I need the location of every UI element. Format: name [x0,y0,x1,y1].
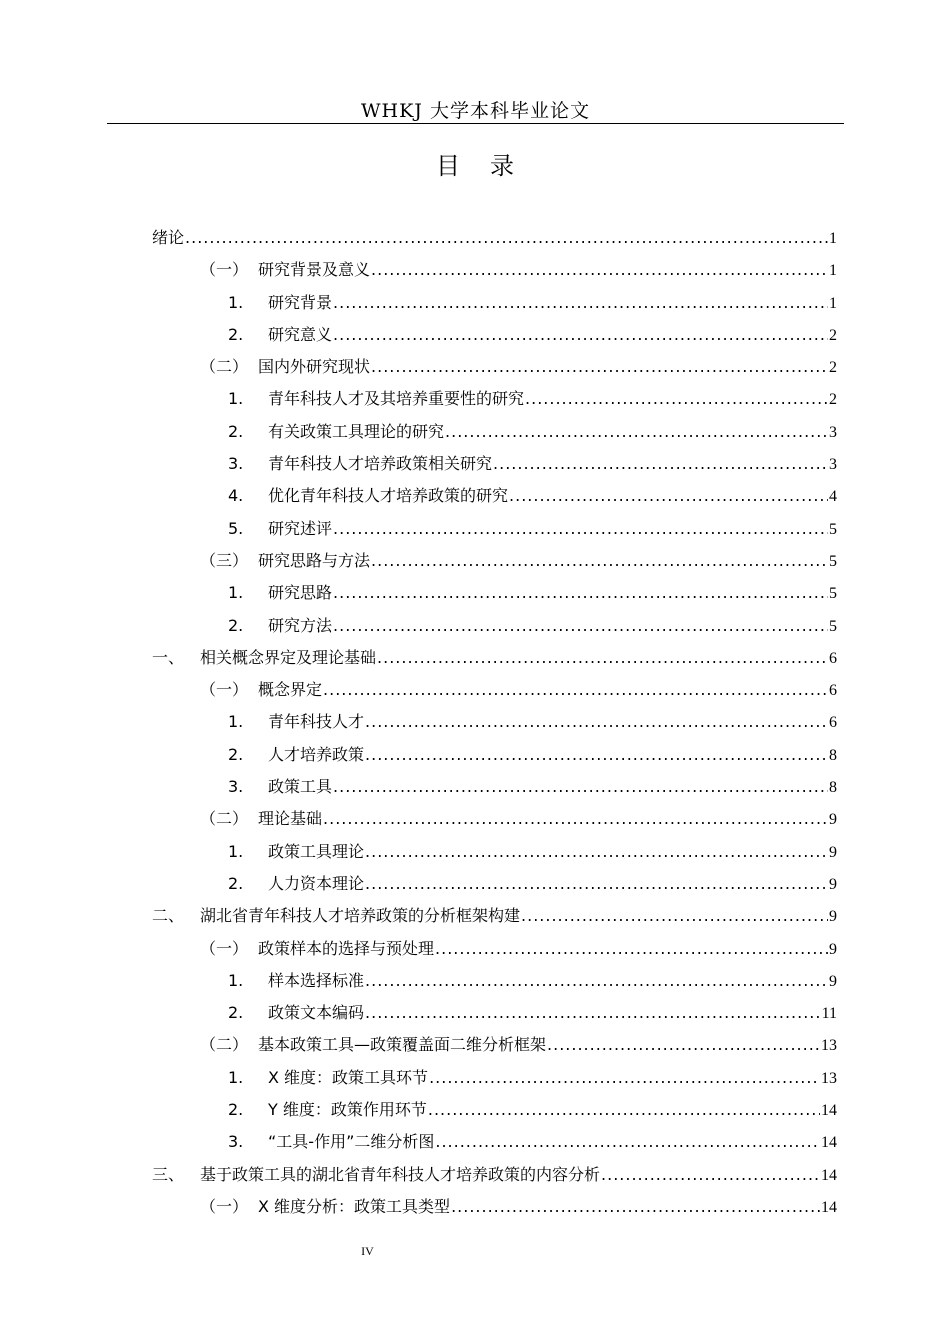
toc-entry-page: 13 [821,1069,837,1087]
toc-entry-page: 4 [829,488,837,506]
toc-entry-page: 5 [829,520,837,538]
toc-entry[interactable] [152,225,837,257]
toc-entry-number: 1. [228,712,244,732]
toc-entry-label: X 维度：政策工具环节 [268,1067,429,1087]
toc-title: 目录 [436,152,544,180]
toc-entry-number: 2. [228,615,244,635]
toc-leader-dots [445,422,828,441]
toc-entry-label: 政策文本编码 [268,1003,365,1023]
toc-entry[interactable] [152,1194,837,1226]
toc-entry-page: 1 [829,230,837,247]
document-header: WHKJ 大学本科毕业论文 [361,100,590,122]
header-rule [107,123,844,124]
toc-entry-number: 二、 [152,906,185,926]
toc-entry-page: 14 [821,1134,837,1152]
toc-entry[interactable] [152,806,837,838]
toc-entry-label: “工具-作用”二维分析图 [268,1132,435,1152]
toc-entry[interactable] [152,354,837,386]
toc-entry[interactable] [152,451,837,483]
toc-entry-number: （一） [200,680,249,700]
toc-entry-label: 研究思路 [268,583,333,603]
toc-entry[interactable] [152,742,837,774]
toc-entry-page: 6 [829,649,837,667]
toc-entry-label: 研究述评 [268,518,333,538]
toc-leader-dots [429,1068,820,1087]
page-number: IV [361,1244,374,1258]
toc-entry-number: （二） [200,1035,249,1055]
toc-entry-label: 研究背景 [268,292,333,312]
table-of-contents [152,225,837,1226]
toc-entry-number: 3. [228,454,244,474]
toc-entry-page: 1 [829,262,837,280]
toc-entry-label: 人力资本理论 [268,873,365,893]
toc-entry-number: 2. [228,744,244,764]
toc-entry-label: X 维度分析：政策工具类型 [258,1196,451,1216]
toc-entry[interactable] [152,419,837,451]
toc-entry-page: 14 [821,1102,837,1120]
toc-entry-label: 理论基础 [258,809,323,829]
toc-entry-label: 国内外研究现状 [258,357,371,377]
toc-leader-dots [333,325,828,344]
toc-entry-page: 9 [829,843,837,861]
toc-leader-dots [435,1132,820,1151]
toc-entry-number: 2. [228,1100,244,1120]
toc-entry-label: 相关概念界定及理论基础 [200,647,377,667]
toc-entry-label: 政策工具 [268,777,333,797]
toc-entry-page: 5 [829,617,837,635]
toc-entry[interactable] [152,936,837,968]
toc-entry[interactable] [152,613,837,645]
toc-entry-page: 8 [829,779,837,797]
toc-entry-number: （二） [200,809,249,829]
toc-entry[interactable] [152,386,837,418]
toc-entry-label: 青年科技人才培养政策相关研究 [268,454,493,474]
toc-entry-number: 3. [228,777,244,797]
toc-entry-page: 3 [829,423,837,441]
toc-entry-page: 6 [829,714,837,732]
toc-entry-page: 2 [829,359,837,377]
toc-entry-page: 9 [829,972,837,990]
toc-entry[interactable] [152,548,837,580]
toc-entry-number: 3. [228,1132,244,1152]
toc-entry-page: 14 [821,1198,837,1216]
toc-entry-number: 1. [228,583,244,603]
toc-entry-page: 5 [829,552,837,570]
toc-entry-number: 4. [228,486,244,506]
toc-entry-number: 2. [228,1003,244,1023]
toc-leader-dots [333,293,828,312]
toc-entry-number: 1. [228,841,244,861]
toc-entry[interactable] [152,483,837,515]
toc-entry-page: 9 [829,908,837,926]
toc-leader-dots [333,583,828,602]
toc-entry[interactable] [152,1000,837,1032]
toc-entry-label: 青年科技人才 [268,712,365,732]
toc-entry[interactable] [152,968,837,1000]
toc-entry-number: 2. [228,324,244,344]
toc-entry-page: 1 [829,294,837,312]
toc-entry-label: 研究背景及意义 [258,260,371,280]
toc-entry-label: 青年科技人才及其培养重要性的研究 [268,389,525,409]
toc-leader-dots [435,939,828,958]
toc-leader-dots [365,874,828,893]
toc-entry-label: Y 维度：政策作用环节 [268,1100,427,1120]
toc-entry[interactable] [152,677,837,709]
toc-entry[interactable] [152,1097,837,1129]
toc-entry-number: 三、 [152,1164,185,1184]
toc-entry[interactable] [152,774,837,806]
toc-entry-number: （二） [200,357,249,377]
toc-leader-dots [493,454,828,473]
toc-leader-dots [365,745,828,764]
toc-leader-dots [323,809,828,828]
toc-entry[interactable] [152,1129,837,1161]
toc-entry[interactable] [152,516,837,548]
toc-entry-label: 研究意义 [268,324,333,344]
toc-entry-number: （一） [200,1196,249,1216]
toc-entry[interactable] [152,645,837,677]
toc-entry-page: 13 [821,1037,837,1055]
toc-leader-dots [428,1100,820,1119]
toc-entry-label: 基本政策工具—政策覆盖面二维分析框架 [258,1035,547,1055]
toc-entry-label: 研究思路与方法 [258,550,371,570]
toc-entry-label: 基于政策工具的湖北省青年科技人才培养政策的内容分析 [200,1164,601,1184]
toc-entry-label: 政策工具理论 [268,841,365,861]
toc-entry[interactable] [152,903,837,935]
toc-entry-page: 14 [821,1166,837,1184]
toc-entry[interactable] [152,257,837,289]
toc-leader-dots [365,1003,821,1022]
toc-entry-number: 2. [228,873,244,893]
toc-entry-page: 2 [829,391,837,409]
toc-entry[interactable] [152,871,837,903]
toc-entry-page: 9 [829,875,837,893]
toc-entry-page: 9 [829,811,837,829]
toc-entry-label: 概念界定 [258,680,323,700]
toc-entry-page: 9 [829,940,837,958]
toc-leader-dots [371,551,828,570]
toc-entry-page: 5 [829,585,837,603]
toc-entry[interactable] [152,322,837,354]
toc-leader-dots [377,648,828,667]
toc-entry-number: 1. [228,1067,244,1087]
toc-entry-number: （一） [200,938,249,958]
toc-entry-page: 11 [821,1005,837,1023]
toc-entry-page: 6 [829,682,837,700]
toc-entry-label: 政策样本的选择与预处理 [258,938,435,958]
toc-entry-label: 优化青年科技人才培养政策的研究 [268,486,509,506]
toc-leader-dots [601,1165,820,1184]
toc-entry[interactable] [152,709,837,741]
toc-entry-page: 2 [829,326,837,344]
toc-entry-number: 1. [228,389,244,409]
toc-entry-number: （三） [200,550,249,570]
toc-leader-dots [333,519,828,538]
toc-leader-dots [525,389,828,408]
toc-entry[interactable] [152,1032,837,1064]
toc-entry-number: 一、 [152,647,185,667]
toc-leader-dots [333,616,828,635]
toc-entry[interactable] [152,839,837,871]
toc-entry-page: 8 [829,746,837,764]
toc-entry-page: 3 [829,456,837,474]
toc-entry-label: 样本选择标准 [268,970,365,990]
toc-entry-label: 人才培养政策 [268,744,365,764]
toc-entry[interactable] [152,1162,837,1194]
toc-entry-number: （一） [200,260,249,280]
toc-leader-dots [365,712,828,731]
toc-entry[interactable] [152,580,837,612]
toc-leader-dots [185,228,828,247]
toc-entry-label: 湖北省青年科技人才培养政策的分析框架构建 [200,906,521,926]
toc-entry-number: 5. [228,518,244,538]
toc-leader-dots [509,486,828,505]
toc-leader-dots [451,1197,820,1216]
toc-leader-dots [333,777,828,796]
toc-leader-dots [365,971,828,990]
toc-entry-label: 有关政策工具理论的研究 [268,421,445,441]
toc-entry[interactable] [152,1065,837,1097]
toc-entry-number: 2. [228,421,244,441]
toc-leader-dots [371,357,828,376]
toc-entry[interactable] [152,290,837,322]
toc-leader-dots [323,680,828,699]
toc-leader-dots [365,842,828,861]
toc-leader-dots [547,1035,820,1054]
toc-entry-number: 1. [228,970,244,990]
toc-leader-dots [371,260,828,279]
toc-entry-label: 研究方法 [268,615,333,635]
toc-entry-number: 1. [228,292,244,312]
toc-leader-dots [521,906,828,925]
toc-entry-label: 绪论 [152,228,185,247]
